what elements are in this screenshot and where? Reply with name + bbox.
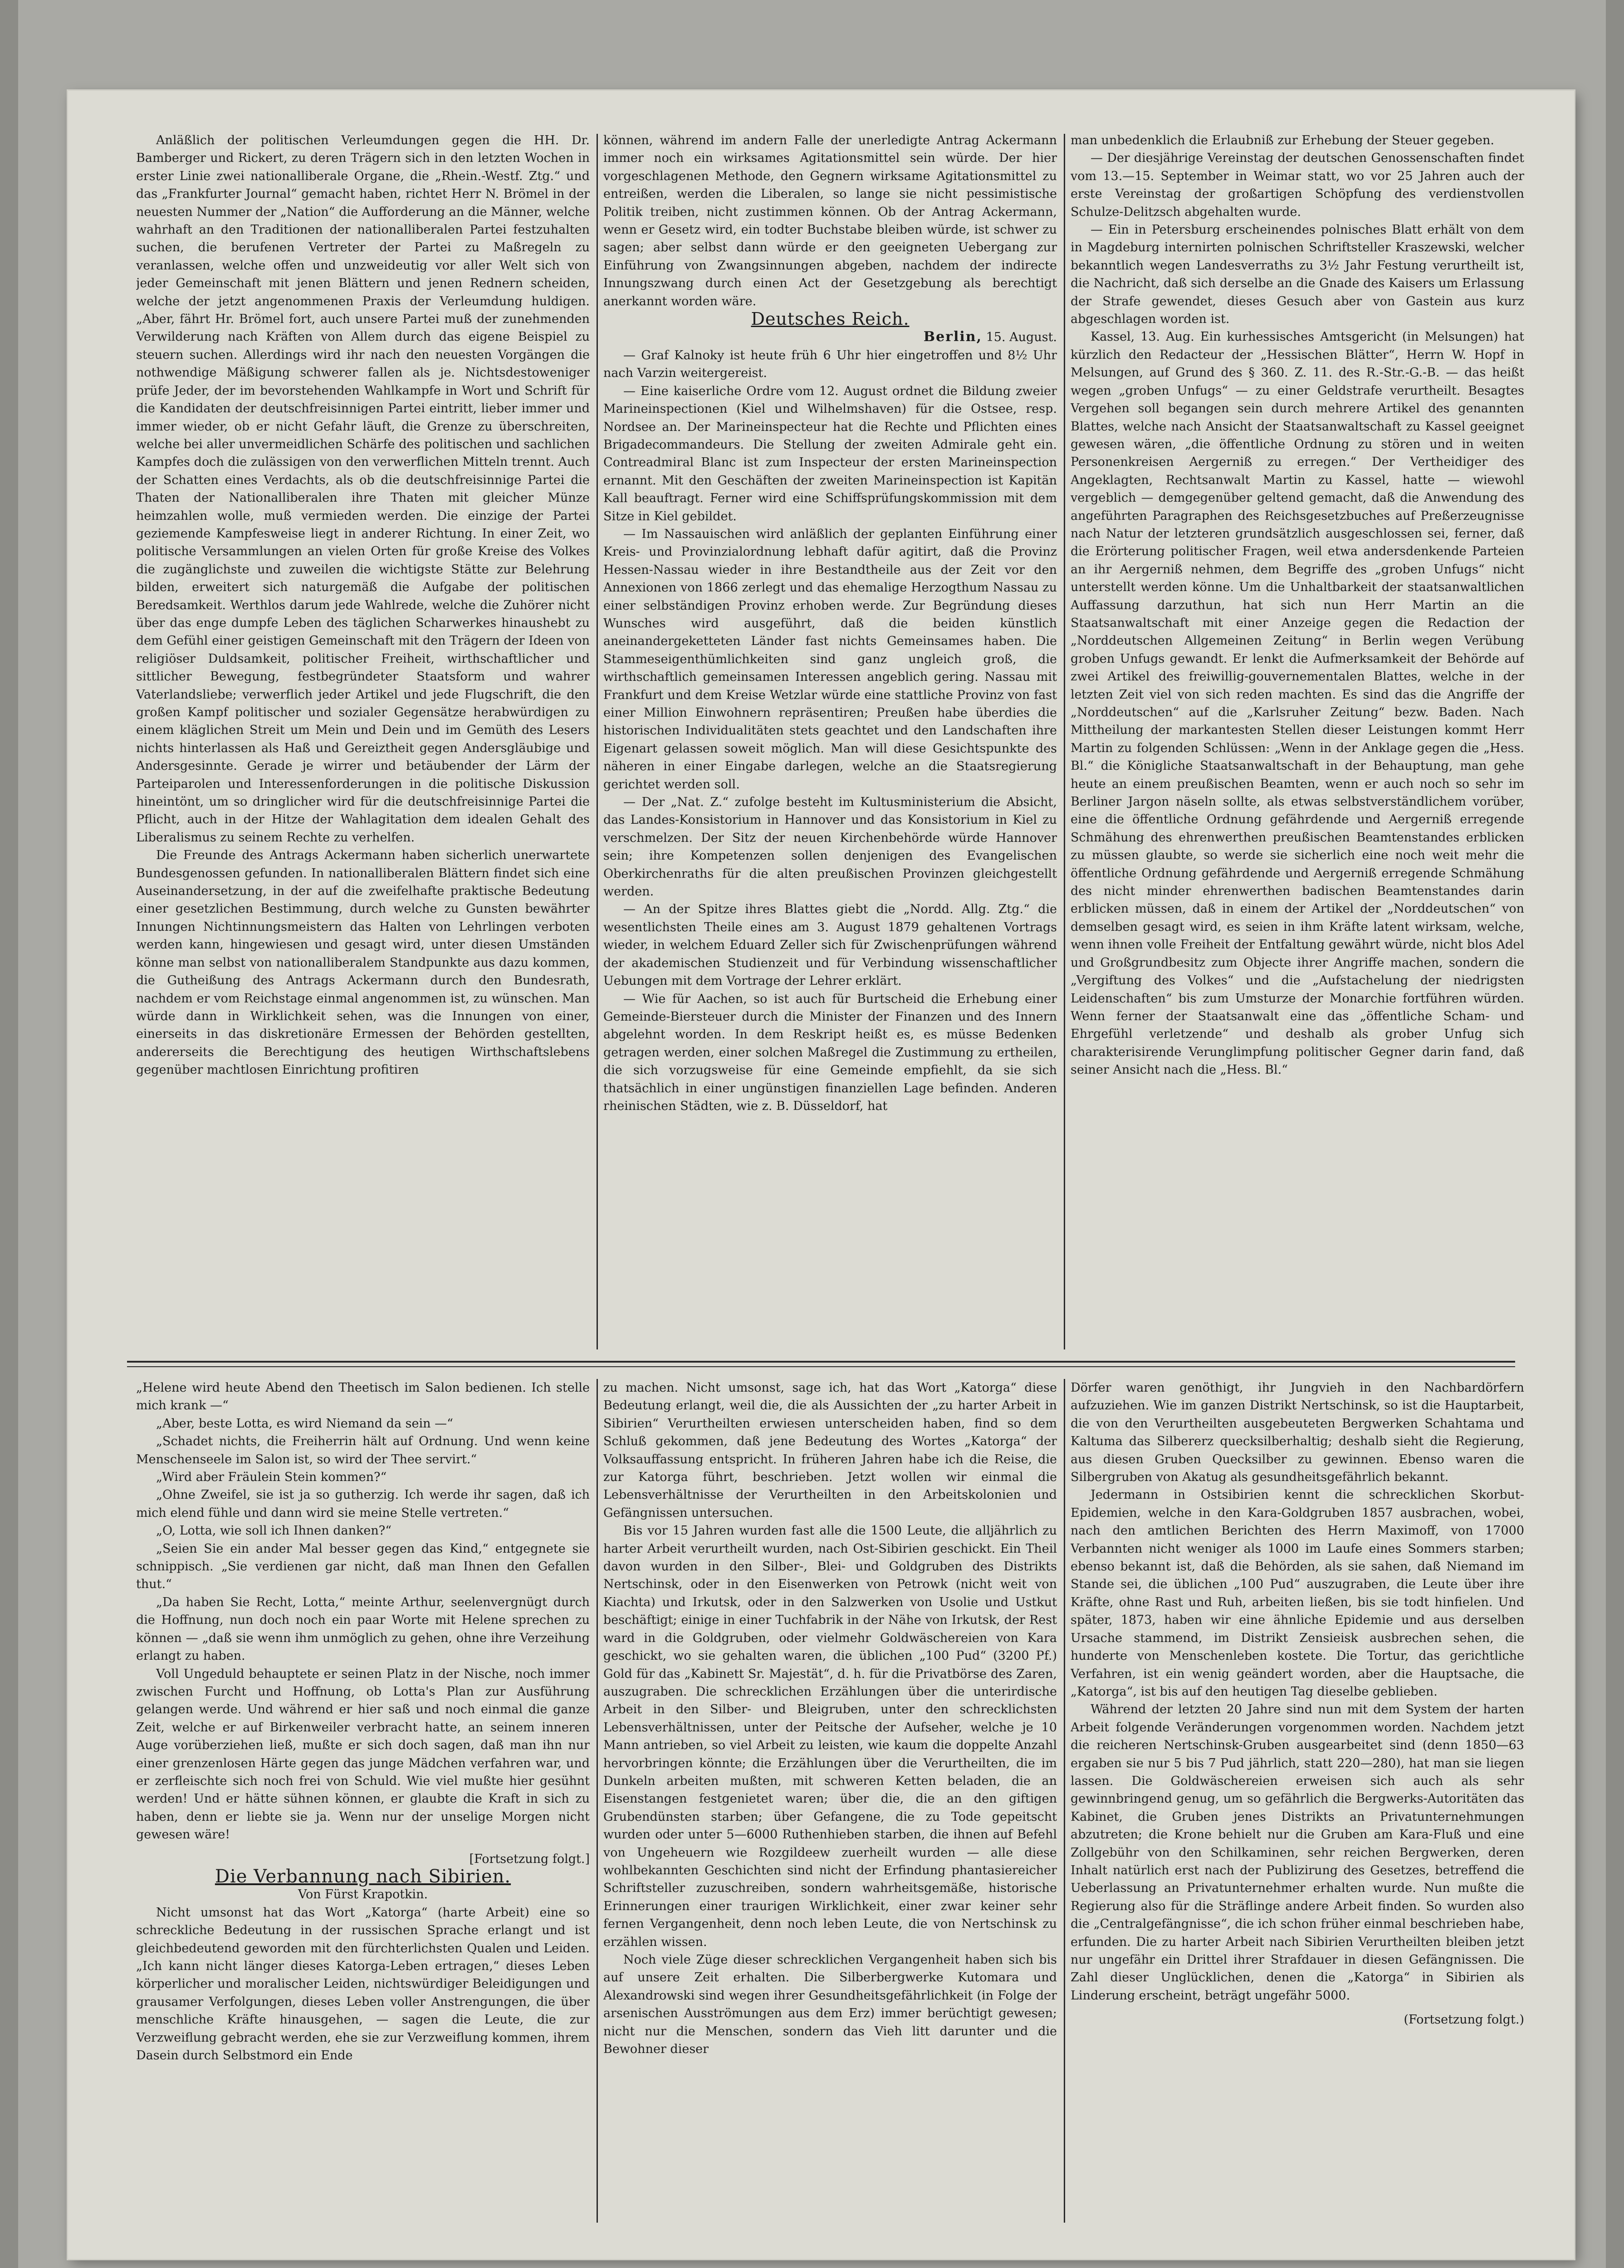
- article-paragraph: Anläßlich der politischen Verleumdungen gegen die HH. Dr. Bamberger und Rickert, zu deren Trägern sich in den letzten Wochen in erster Linie zwei nationalliberale Organe, die „Rhein.-Westf. Ztg.“ und das „Frankfurter Journal“ gemacht haben, richtet Herr N. Brömel in der neuesten Nummer der „Nation“ die Aufforderung an die Männer, welche wahrhaft an den Traditionen der nationalliberalen Partei festzuhalten suchen, die berufenen Vertreter der Partei zu Maßregeln zu veranlassen, welche offen und unzweideutig vor aller Welt sich von jeder Gemeinschaft mit jenen Blättern und jenen Rednern scheiden, welche der jetzt angenommenen Praxis der Verleumdung huldigen. „Aber, fährt Hr. Brömel fort, auch unsere Partei muß der zunehmenden Verwilderung nach Kräften von Allem durch das eigene Beispiel zu steuern suchen. Allerdings wird ihr nach den neuesten Vorgängen die nothwendige Mäßigung schwerer fallen als je. Nichtsdestoweniger prüfe Jeder, der im bevorstehenden Wahlkampfe in Wort und Schrift für die Kandidaten der deutschfreisinnigen Partei eintritt, lieber immer und immer wieder, ob er nicht Gefahr läuft, die Grenze zu überschreiten, welche bei aller unvermeidlichen Schärfe des politischen und sachlichen Kampfes doch die zulässigen von den verwerflichen Mitteln trennt. Auch der Schatten eines Verdachts, als ob die deutschfreisinnige Partei die Thaten der Nationalliberalen ihre Thaten mit gleicher Münze heimzahlen wolle, muß vermieden werden. Die einzige der Partei geziemende Kampfesweise liegt in anderer Richtung. In einer Zeit, wo politische Versammlungen an vielen Orten für große Kreise des Volkes die zugänglichste und zuweilen die wichtigste Stätte zur Belehrung bilden, erweitert sich naturgemäß die Aufgabe der politischen Beredsamkeit. Werthlos darum jede Wahlrede, welche die Zuhörer nicht über das enge dumpfe Leben des täglichen Scharwerkes hinaushebt zu dem Gefühl einer geistigen Gemeinschaft mit den Trägern der Ideen von religiöser Duldsamkeit, politischer Freiheit, wirthschaftlicher und sittlicher Bewegung, festbegründeter Staatsform und wahrer Vaterlandsliebe; verwerflich jeder Artikel und jede Flugschrift, die den großen Kampf politischer und sozialer Gegensätze herabwürdigen zu einem kläglichen Streit um Mein und Dein und im Gemüth des Lesers nichts hinterlassen als Haß und Gereiztheit gegen Andersgläubige und Andersgesinnte. Gerade je wirrer und betäubender der Lärm der Parteiparolen und Interessenforderungen in die politische Diskussion hineintönt, um so dringlicher wird für die deutschfreisinnige Partei die Pflicht, auch in der Hitze der Wahlagitation dem idealen Gehalt des Liberalismus zu seinem Rechte zu verhelfen.: [136, 133, 590, 845]
- article-paragraph: Bis vor 15 Jahren wurden fast alle die 1500 Leute, die alljährlich zu harter Arbeit verurtheilt wurden, nach Ost-Sibirien geschickt. Ein Theil davon wurden in den Silber-, Blei- und Goldgruben des Distrikts Nertschinsk, oder in den Eisenwerken von Petrowk (nicht weit von Kiachta) und Irkutsk, oder in den Salzwerken von Usolie und Ustkut beschäftigt; einige in einer Tuchfabrik in der Nähe von Irkutsk, der Rest ward in die Goldgruben, oder vielmehr Goldwäschereien von Kara geschickt, wo sie gehalten waren, die üblichen „100 Pud“ (3200 Pf.) Gold für das „Kabinett Sr. Majestät“, d. h. für die Privatbörse des Zaren, auszugraben. Die schrecklichen Erzählungen über die unterirdische Arbeit in den Silber- und Bleigruben, unter den schrecklichsten Lebensverhältnissen, unter der Peitsche der Aufseher, welche je 10 Mann antrieben, so viel Arbeit zu leisten, wie kaum die doppelte Anzahl hervorbringen könnte; die Erzählungen über die Verurtheilten, die im Dunkeln arbeiten mußten, mit schweren Ketten beladen, die an Eisenstangen festgenietet waren; über die, die an den giftigen Grubendünsten starben; über Gefangene, die zu Tode gepeitscht wurden oder unter 5—6000 Ruthenhieben starben, die ihnen auf Befehl von Ungeheuern wie Rozgildeew zuerheilt wurden — alle diese wohlbekannten Geschichten sind nicht der Erfindung phantasiereicher Schriftsteller zuzuschreiben, sondern wahrheitsgemäße, historische Erinnerungen einer traurigen Wirklichkeit, einer zwar keiner sehr fernen Vergangenheit, denn noch leben Leute, die von Nertschinsk zu erzählen wissen.: [603, 1524, 1057, 1949]
- story-paragraph: „Wird aber Fräulein Stein kommen?“: [156, 1470, 387, 1485]
- continuation-note: [Fortsetzung folgt.]: [469, 1852, 590, 1866]
- politics-column-3: [1071, 132, 1524, 1352]
- news-item: — An der Spitze ihres Blattes giebt die „Nordd. Allg. Ztg.“ die wesentlichsten Theile eines am 3. August 1879 gehaltenen Vortrags wieder, in welchem Eduard Zeller sich für Zwischenprüfungen während der akademischen Studienzeit und für Verbindung wissenschaftlicher Uebungen mit dem Vortrage der Lehrer erklärt.: [603, 902, 1057, 988]
- newspaper-page: [68, 91, 1574, 2259]
- story-paragraph: „Ohne Zweifel, sie ist ja so gutherzig. Ich werde ihr sagen, daß ich mich elend fühle und dann wird sie meine Stelle vertreten.“: [136, 1488, 590, 1520]
- article-paragraph: Nicht umsonst hat das Wort „Katorga“ (harte Arbeit) eine so schreckliche Bedeutung in der russischen Sprache erlangt und ist gleichbedeutend geworden mit den fürchterlichsten Qualen und Leiden. „Ich kann nicht länger dieses Katorga-Leben ertragen,“ dieses Leben körperlicher und moralischer Leiden, nichtswürdiger Beleidigungen und grausamer Verfolgungen, dieses Leben voller Anstrengungen, die über menschliche Kräfte hinausgehen, — sagen die Leute, die zur Verzweiflung gebracht werden, ehe sie zur Verzweiflung kommen, ihrem Dasein durch Selbstmord ein Ende: [136, 1905, 590, 2063]
- article-paragraph: Dörfer waren genöthigt, ihr Jungvieh in den Nachbardörfern aufzuziehen. Wie im ganzen Distrikt Nertschinsk, so ist die Hauptarbeit, die von den Verurtheilten ausgebeuteten Bergwerken Schahtama und Kaltuma das Silbererz quecksilberhaltig; deshalb sieht die Regierung, aus diesen Gruben Quecksilber zu gewinnen. Ebenso waren die Silbergruben von Akatug als gesundheitsgefährlich bekannt.: [1071, 1381, 1524, 1485]
- politics-column-1: [136, 132, 590, 1352]
- section-heading-deutsches-reich: Deutsches Reich.: [751, 309, 910, 329]
- article-paragraph: Jedermann in Ostsibirien kennt die schrecklichen Skorbut-Epidemien, welche in den Kara-Goldgruben 1857 ausbrachen, wobei, nach den amtlichen Berichten des Herrn Maximoff, von 17000 Verbannten nicht weniger als 1000 im Laufe eines Sommers starben; ebenso bekannt ist, daß die Behörden, als sie sahen, daß Niemand im Stande sei, die üblichen „100 Pud“ auszugraben, die Leute über ihre Kräfte, ohne Rast und Ruh, arbeiten ließen, bis sie todt hinfielen. Und später, 1873, haben wir eine ähnliche Epidemie und aus derselben Ursache stammend, im Distrikt Zensieisk ausbrechen sehen, die hunderte von Menschenleben kostete. Die Tortur, das gerichtliche Verfahren, ist ein wenig geändert worden, aber die Hauptsache, die „Katorga“, ist bis auf den heutigen Tag dieselbe geblieben.: [1071, 1488, 1524, 1699]
- news-item: — Eine kaiserliche Ordre vom 12. August ordnet die Bildung zweier Marineinspectionen (Kiel und Wilhelmshaven) für die Ostsee, resp. Nordsee an. Der Marineinspecteur hat die Rechte und Pflichten eines Brigadecommandeurs. Die Stellung der zweiten Admirale geht ein. Contreadmiral Blanc ist zum Inspecteur der ersten Marineinspection ernannt. Mit den Geschäften der zweiten Marineinspection ist Kapitän Kall beauftragt. Ferner wird eine Schiffsprüfungskommission mit dem Sitze in Kiel gebildet.: [603, 384, 1057, 523]
- feuilleton-separator: [127, 1366, 1515, 1367]
- article-paragraph: Noch viele Züge dieser schrecklichen Vergangenheit haben sich bis auf unsere Zeit erhalten. Die Silberbergwerke Kutomara und Alexandrowski sind wegen ihrer Gesundheitsgefährlichkeit (in Folge der arsenischen Ausströmungen aus dem Erz) immer berüchtigt gewesen; nicht nur die Menschen, sondern das Vieh litt darunter und die Bewohner dieser: [603, 1953, 1057, 2057]
- dateline-berlin: [603, 328, 1057, 346]
- story-paragraph: „Aber, beste Lotta, es wird Niemand da sein —“: [156, 1416, 453, 1431]
- story-paragraph: Voll Ungeduld behauptete er seinen Platz in der Nische, noch immer zwischen Furcht und Hoffnung, ob Lotta's Plan zur Ausführung gelangen werde. Und während er hier saß und noch einmal die ganze Zeit, welche er auf Birkenweiler verbracht hatte, an seinem inneren Auge vorüberziehen ließ, mußte er sich doch sagen, daß man ihn nur einer grenzenlosen Härte gegen das junge Mädchen verfahren war, und er zerfleischte sich noch frei von Schuld. Wie viel mußte hier gesühnt werden! Und er hätte sühnen können, er glaubte die Kraft in sich zu haben, denn er liebte sie ja. Wenn nur der unselige Morgen nicht gewesen wäre!: [136, 1667, 590, 1842]
- news-item: — Graf Kalnoky ist heute früh 6 Uhr hier eingetroffen und 8½ Uhr nach Varzin weitergereist.: [603, 348, 1057, 381]
- news-item: — Der diesjährige Vereinstag der deutschen Genossenschaften findet vom 13.—15. September in Weimar statt, wo vor 25 Jahren auch der erste Vereinstag der großartigen Schöpfung des verdienstvollen Schulze-Delitzsch abgehalten wurde.: [1071, 151, 1524, 219]
- feuilleton-separator: [127, 1361, 1515, 1363]
- article-paragraph: zu machen. Nicht umsonst, sage ich, hat das Wort „Katorga“ diese Bedeutung erlangt, weil die, die als Aussichten der „zu harter Arbeit in Sibirien“ Verurtheilten erwiesen unterscheiden haben, find so dem Schluß gekommen, daß jene Bedeutung des Wortes „Katorga“ der Volksauffassung entspricht. In früheren Jahren habe ich die Reise, die zur Katorga führt, beschrieben. Jetzt wollen wir einmal die Lebensverhältnisse der Verurtheilten in den Arbeitskolonien und Gefängnissen untersuchen.: [603, 1381, 1057, 1520]
- column-divider: [597, 1379, 598, 2223]
- story-paragraph: „Schadet nichts, die Freiherrin hält auf Ordnung. Und wenn keine Menschenseele im Salon ist, so wird der Thee servirt.“: [136, 1434, 590, 1466]
- article-paragraph: Während der letzten 20 Jahre sind nun mit dem System der harten Arbeit folgende Veränderungen vorgenommen worden. Nachdem jetzt die reicheren Nertschinsk-Gruben ausgearbeitet sind (denn 1850—63 ergaben sie nur 5 bis 7 Pud jährlich, statt 220—280), hat man sie liegen lassen. Die Goldwäschereien erweisen sich auch als sehr gewinnbringend genug, um so gefährlich die Bergwerks-Autoritäten das Kabinet, die Gruben jenes Distrikts an Privatunternehmungen abzutreten; die Krone behielt nur die Gruben am Kara-Fluß und eine Zollgebühr von den Schilkaminen, sehr reichen Bergwerken, deren Inhalt natürlich erst nach der Publizirung des Gesetzes, betreffend die Ueberlassung an Privatunternehmer erhalten wurde. Nun mußte die Regierung also für die Sträflinge andere Arbeit finden. So wurden also die „Centralgefängnisse“, die ich schon früher einmal beschrieben habe, erfunden. Die zu harter Arbeit nach Sibirien Verurtheilten bleiben jetzt nur ungefähr ein Drittel ihrer Strafdauer in diesen Gefängnissen. Die Zahl dieser Unglücklichen, denen die „Katorga“ in Sibirien als Linderung erscheint, beträgt ungefähr 5000.: [1071, 1702, 1524, 2003]
- feuilleton-column-3: [1071, 1379, 1524, 2223]
- article-paragraph: können, während im andern Falle der unerledigte Antrag Ackermann immer noch ein wirksames Agitationsmittel sein würde. Der hier vorgeschlagenen Methode, den Gegnern wirksame Agitationsmittel zu entreißen, werden die Liberalen, so lange sie nicht pessimistische Politik treiben, nicht zustimmen können. Ob der Antrag Ackermann, wenn er Gesetz wird, ein todter Buchstabe bleiben würde, ist schwer zu sagen; aber selbst dann würde er den geeigneten Uebergang zur Einführung von Zwangsinnungen abgeben, nachdem der indirecte Innungszwang durch einen Act der Gesetzgebung als berechtigt anerkannt worden wäre.: [603, 133, 1057, 308]
- story-paragraph: „Helene wird heute Abend den Theetisch im Salon bedienen. Ich stelle mich krank —“: [136, 1381, 590, 1413]
- news-item: — Der „Nat. Z.“ zufolge besteht im Kultusministerium die Absicht, das Landes-Konsistorium in Hannover und das Konsistorium in Kiel zu verschmelzen. Der Sitz der neuen Kirchenbehörde würde Hannover sein; ihre Kompetenzen sollen denjenigen des Evangelischen Oberkirchenraths für die alten preußischen Provinzen gleichgestellt werden.: [603, 795, 1057, 899]
- article-paragraph: Die Freunde des Antrags Ackermann haben sicherlich unerwartete Bundesgenossen gefunden. In nationalliberalen Blättern findet sich eine Auseinandersetzung, in der auf die zweifelhafte praktische Bedeutung einer gesetzlichen Bestimmung, durch welche zu Gunsten bewährter Innungen Nichtinnungsmeistern das Halten von Lehrlingen verboten werden kann, hingewiesen und gesagt wird, unter diesen Umständen könne man selbst von nationalliberalem Standpunkte aus dazu kommen, die Gutheißung des Antrags Ackermann durch den Bundesrath, nachdem er vom Reichstage einmal angenommen ist, zu wünschen. Man würde dann in Wirklichkeit sehen, was die Innungen von einer, einerseits in das diskretionäre Ermessen der Behörden gestellten, andererseits die Berechtigung des heutigen Wirthschaftslebens gegenüber machtlosen Einrichtung profitiren: [136, 848, 590, 1077]
- continuation-note: (Fortsetzung folgt.): [1404, 2013, 1524, 2027]
- story-paragraph: „Seien Sie ein ander Mal besser gegen das Kind,“ entgegnete sie schnippisch. „Sie verdienen gar nicht, daß man Ihnen den Gefallen thut.“: [136, 1541, 590, 1592]
- dateline-date: 15. August.: [986, 330, 1057, 345]
- column-divider: [1064, 1379, 1065, 2223]
- column-divider: [597, 134, 598, 1349]
- feuilleton-column-2: [603, 1379, 1057, 2223]
- news-item: — Im Nassauischen wird anläßlich der geplanten Einführung einer Kreis- und Provinzialordnung lebhaft dafür agitirt, daß die Provinz Hessen-Nassau wieder in ihre Bestandtheile aus der Zeit vor den Annexionen von 1866 zerlegt und das ehemalige Herzogthum Nassau zu einer selbständigen Provinz erhoben werde. Zur Begründung dieses Wunsches wird ausgeführt, daß die beiden künstlich aneinandergeketteten Länder fast nichts Gemeinsames haben. Die Stammeseigenthümlichkeiten sind ganz ungleich groß, die wirthschaftlich gemeinsamen Interessen angeblich gering. Nassau mit Frankfurt und dem Kreise Wetzlar würde eine stattliche Provinz von fast einer Million Einwohnern repräsentiren; Preußen habe überdies die historischen Individualitäten stets geachtet und den Landschaften ihre Eigenart gelassen soweit möglich. Man will diese Gesichtspunkte des näheren in einer Eingabe darlegen, welche an die Staatsregierung gerichtet werden soll.: [603, 527, 1057, 792]
- news-item: — Ein in Petersburg erscheinendes polnisches Blatt erhält von dem in Magdeburg internirten polnischen Schriftsteller Kraszewski, welcher bekanntlich wegen Landesverraths zu 3½ Jahr Festung verurtheilt ist, die Nachricht, daß sich derselbe an die Gnade des Kaisers um Erlassung der Strafe gewendet, dieses Gesuch aber von Gastein aus kurz abgeschlagen worden ist.: [1071, 223, 1524, 327]
- news-item: Kassel, 13. Aug. Ein kurhessisches Amtsgericht (in Melsungen) hat kürzlich den Redacteur der „Hessischen Blätter“, Herrn W. Hopf in Melsungen, auf Grund des § 360. Z. 11. des R.-Str.-G.-B. — das heißt wegen „groben Unfugs“ — zu einer Geldstrafe verurtheilt. Besagtes Vergehen soll begangen sein durch mehrere Artikel des genannten Blattes, welche nach Ansicht der Staatsanwaltschaft zu Kassel geeignet gewesen wären, „die öffentliche Ordnung zu stören und in weiten Personenkreisen Aergerniß zu erregen.“ Der Vertheidiger des Angeklagten, Rechtsanwalt Martin zu Kassel, hatte — wiewohl vergeblich — demgegenüber geltend gemacht, daß die Anwendung des angeführten Paragraphen des Reichsgesetzbuches auf Preßerzeugnisse nach Natur der letzteren grundsätzlich ausgeschlossen sei, ferner, daß die Erörterung politischer Fragen, weil etwa andersdenkende Parteien an ihr Aergerniß nehmen, dem Begriffe des „groben Unfugs“ nicht unterstellt werden könne. Um die Unhaltbarkeit der staatsanwaltlichen Auffassung darzuthun, hat sich nun Herr Martin an die Staatsanwaltschaft mit einer Anzeige gegen die Redaction der „Norddeutschen Allgemeinen Zeitung“ in Berlin wegen Verübung groben Unfugs gewandt. Er lenkt die Aufmerksamkeit der Behörde auf zwei Artikel des freiwillig-gouvernementalen Blattes, welche in der letzten Zeit viel von sich reden machten. Es sind das die Angriffe der „Norddeutschen“ auf die „Karlsruher Zeitung“ bezw. Baden. Nach Mittheilung der markantesten Stellen dieser Leistungen kommt Herr Martin zu folgenden Schlüssen: „Wenn in der Anklage gegen die „Hess. Bl.“ die Königliche Staatsanwaltschaft in der Behauptung, man gehe heute an einem preußischen Beamten, wenn er auch noch so sehr im Berliner Jargon näseln sollte, als etwas selbstverständlichem vorüber, eine die öffentliche Ordnung gefährdende und Aergerniß erregende Schmähung des ehrenwerthen preußischen Beamtenstandes erblicken zu müssen glaubte, so werde sie sicherlich eine noch weit mehr die öffentliche Ordnung gefährdende und Aergerniß erregende Schmähung des nicht minder ehrenwerthen badischen Beamtenstandes darin erblicken müssen, daß in einem der Artikel der „Norddeutschen“ von demselben gesagt wird, es seien in ihm Kräfte latent wirksam, welche, wenn ihnen volle Freiheit der Entfaltung gewährt würde, nicht blos Adel und Großgrundbesitz zum Objecte ihrer Angriffe machen, sondern die „Vergiftung des Volkes“ und die „Aufstachelung der niedrigsten Leidenschaften“ bis zum Umsturze der Monarchie fortführen würden. Wenn ferner der Staatsanwalt eine das „öffentliche Scham- und Ehrgefühl verletzende“ und deshalb als grober Unfug sich charakterisirende Verunglimpfung politischer Gegner darin fand, daß seiner Ansicht nach die „Hess. Bl.“: [1071, 330, 1524, 1077]
- politics-column-2: [603, 132, 1057, 1352]
- news-item: man unbedenklich die Erlaubniß zur Erhebung der Steuer gegeben.: [1071, 133, 1494, 147]
- column-divider: [1064, 134, 1065, 1349]
- dateline-place: Berlin,: [923, 329, 983, 345]
- story-paragraph: „O, Lotta, wie soll ich Ihnen danken?“: [156, 1524, 392, 1538]
- news-item: — Wie für Aachen, so ist auch für Burtscheid die Erhebung einer Gemeinde-Biersteuer durch die Minister der Finanzen und des Innern abgelehnt worden. In dem Reskript heißt es, es müsse Bedenken getragen werden, einer solchen Maßregel die Zustimmung zu ertheilen, die sich vorzugsweise für eine Gemeinde empfiehlt, da sie sich thatsächlich in einer ungünstigen finanziellen Lage befinden. Anderen rheinischen Städten, wie z. B. Düsseldorf, hat: [603, 992, 1057, 1113]
- feuilleton-column-1: [136, 1379, 590, 2223]
- story-paragraph: „Da haben Sie Recht, Lotta,“ meinte Arthur, seelenvergnügt durch die Hoffnung, nun doch noch ein paar Worte mit Helene sprechen zu können — „daß sie wenn ihm unmöglich zu gehen, ohne ihre Verzeihung erlangt zu haben.: [136, 1595, 590, 1663]
- article-title-siberia: Die Verbannung nach Sibirien.: [215, 1866, 511, 1887]
- article-byline: Von Fürst Krapotkin.: [298, 1887, 428, 1902]
